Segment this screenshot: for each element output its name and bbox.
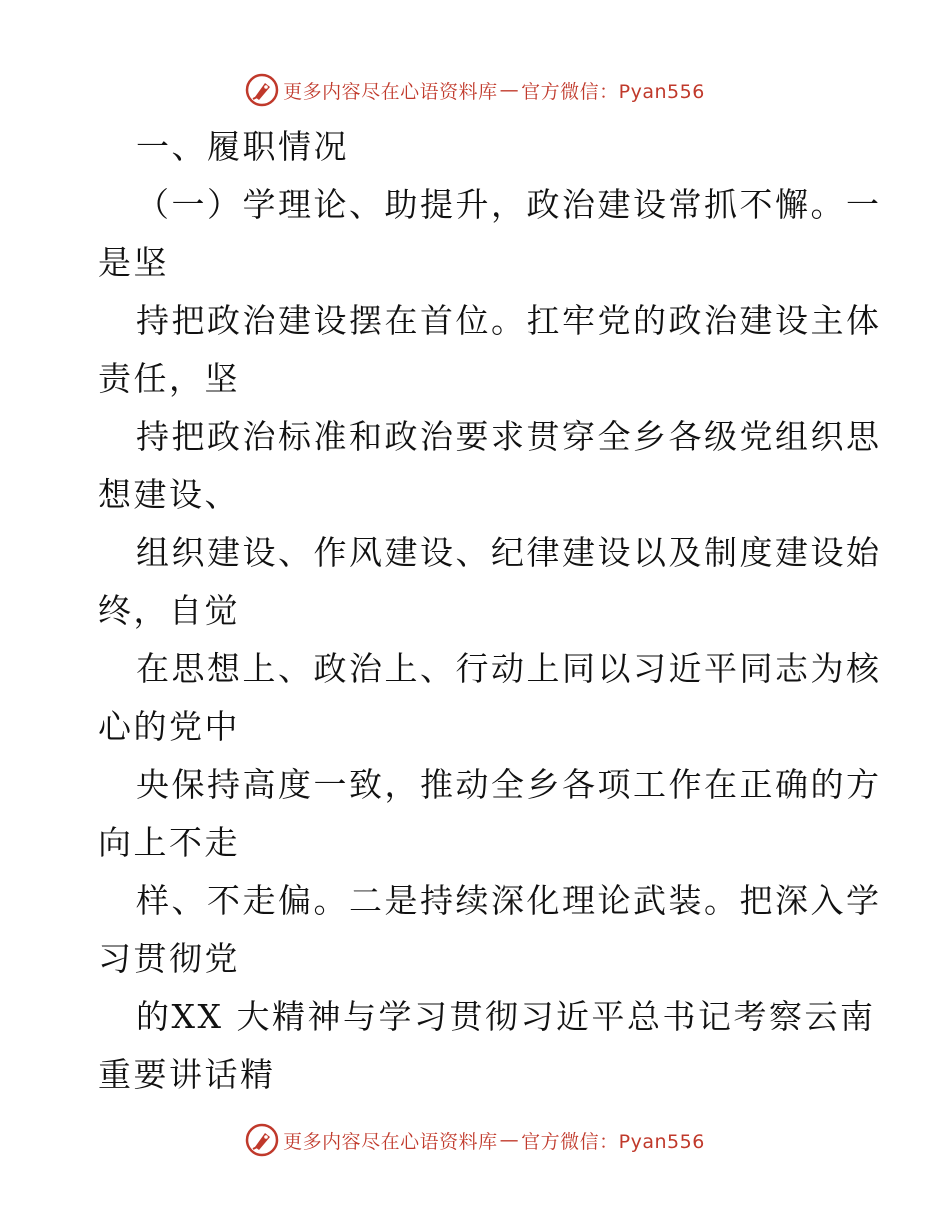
- pen-nib-seal-icon: [245, 1123, 279, 1157]
- paragraph-line: 习贯彻党: [98, 939, 240, 978]
- paragraph-line: 组织建设、作风建设、纪律建设以及制度建设始: [136, 533, 882, 572]
- paragraph-line: 持把政治标准和政治要求贯穿全乡各级党组织思: [136, 417, 882, 456]
- section-heading: 一、履职情况: [136, 127, 349, 166]
- paragraph-line: 责任，坚: [98, 359, 240, 398]
- paragraph-line: 的XX 大精神与学习贯彻习近平总书记考察云南: [136, 997, 876, 1036]
- watermark-brand: 更多内容尽在心语资料库: [283, 80, 498, 103]
- pen-nib-seal-icon: [245, 73, 279, 107]
- paragraph-line: 持把政治建设摆在首位。扛牢党的政治建设主体: [136, 301, 882, 340]
- watermark-separator: —: [499, 1129, 520, 1151]
- paragraph-line: 心的党中: [98, 707, 240, 746]
- watermark-contact: 官方微信：Pyan556: [521, 80, 705, 103]
- paragraph-line: 是坚: [98, 243, 169, 282]
- paragraph-line: 样、不走偏。二是持续深化理论武装。把深入学: [136, 881, 882, 920]
- paragraph-line: 向上不走: [98, 823, 240, 862]
- header-watermark: [0, 70, 950, 110]
- paragraph-line: 重要讲话精: [98, 1055, 276, 1094]
- watermark-contact: 官方微信：Pyan556: [521, 1130, 705, 1153]
- paragraph-line: 想建设、: [98, 475, 240, 514]
- paragraph-line: 终，自觉: [98, 591, 240, 630]
- paragraph-line: 央保持高度一致，推动全乡各项工作在正确的方: [136, 765, 882, 804]
- watermark-separator: —: [499, 79, 520, 101]
- footer-watermark: [0, 1120, 950, 1160]
- paragraph-line: 在思想上、政治上、行动上同以习近平同志为核: [136, 649, 882, 688]
- paragraph-line: （一）学理论、助提升，政治建设常抓不懈。一: [136, 185, 882, 224]
- watermark-brand: 更多内容尽在心语资料库: [283, 1130, 498, 1153]
